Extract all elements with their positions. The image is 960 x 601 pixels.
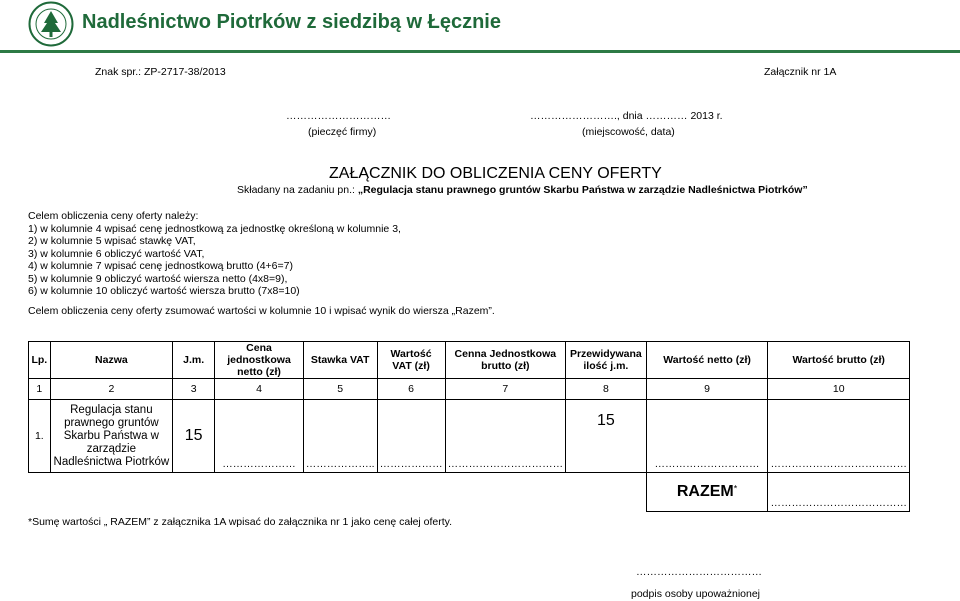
total-value-gross-field[interactable]: …………………………………	[768, 473, 910, 512]
signature-label: podpis osoby upoważnionej	[631, 588, 761, 600]
row-vat-rate-field[interactable]: ………………..	[303, 400, 377, 473]
column-number: 9	[646, 379, 768, 400]
column-number: 1	[29, 379, 51, 400]
table-header-row	[29, 342, 910, 379]
row-value-net-field[interactable]: …………………………	[646, 400, 768, 473]
total-footnote-mark: *	[733, 483, 738, 494]
header-cell: Cena jednostkowa netto (zł)	[215, 342, 303, 379]
row-unit: 15	[173, 400, 215, 473]
column-number: 6	[377, 379, 445, 400]
instruction-step: 3) w kolumnie 6 obliczyć wartość VAT,	[28, 247, 205, 260]
task-prefix: Składany na zadaniu pn.:	[237, 184, 358, 196]
instructions-intro: Celem obliczenia ceny oferty należy:	[28, 210, 199, 222]
place-date-label: (miejscowość, data)	[582, 126, 675, 138]
column-number: 10	[768, 379, 910, 400]
row-value-gross-field[interactable]: …………………………………	[768, 400, 910, 473]
instruction-step: 4) w kolumnie 7 wpisać cenę jednostkową brutto (4+6=7)	[28, 260, 293, 272]
header-cell: Cenna Jednostkowa brutto (zł)	[445, 342, 566, 379]
row-lp: 1.	[29, 400, 51, 473]
row-quantity: 15	[566, 400, 647, 473]
instruction-step: 1) w kolumnie 4 wpisać cenę jednostkową za jednostkę określoną w kolumnie 3,	[28, 222, 401, 235]
header-cell: Przewidywana ilość j.m.	[566, 342, 647, 379]
header-cell: J.m.	[173, 342, 215, 379]
case-number: Znak spr.: ZP-2717-38/2013	[95, 66, 226, 78]
column-number: 3	[173, 379, 215, 400]
header-cell: Wartość VAT (zł)	[377, 342, 445, 379]
total-label-cell	[646, 473, 768, 512]
task-line	[237, 184, 808, 196]
total-row	[29, 473, 910, 512]
forest-logo-icon	[28, 1, 74, 47]
summary-instruction: Celem obliczenia ceny oferty zsumować wartości w kolumnie 10 i wpisać wynik do wiersza „Razem”.	[28, 305, 495, 317]
row-price-net-field[interactable]: …………………	[215, 400, 303, 473]
price-table	[28, 341, 910, 512]
organization-name: Nadleśnictwo Piotrków z siedzibą w Łęcznie	[82, 11, 501, 33]
task-name: „Regulacja stanu prawnego gruntów Skarbu Państwa w zarządzie Nadleśnictwa Piotrków”	[357, 184, 808, 196]
header-cell: Wartość brutto (zł)	[768, 342, 910, 379]
place-date-dots: ……………………., dnia ………… 2013 r.	[530, 110, 723, 122]
header-cell: Wartość netto (zł)	[646, 342, 768, 379]
page-header	[0, 0, 960, 50]
column-number: 2	[50, 379, 172, 400]
header-cell: Stawka VAT	[303, 342, 377, 379]
header-cell: Nazwa	[50, 342, 172, 379]
footnote: *Sumę wartości „ RAZEM” z załącznika 1A wpisać do załącznika nr 1 jako cenę całej oferty.	[28, 516, 453, 528]
instructions	[28, 210, 401, 298]
total-label: RAZEM	[676, 483, 734, 500]
header-divider	[0, 50, 960, 53]
column-number: 7	[445, 379, 566, 400]
instruction-step: 5) w kolumnie 9 obliczyć wartość wiersza netto (4x8=9),	[28, 272, 288, 285]
table-row	[29, 400, 910, 473]
company-stamp-dots: …………………………	[286, 110, 391, 122]
row-vat-value-field[interactable]: ………………	[377, 400, 445, 473]
row-name: Regulacja stanu prawnego gruntów Skarbu Państwa w zarządzie Nadleśnictwa Piotrków	[50, 400, 172, 473]
attachment-label: Załącznik nr 1A	[764, 66, 837, 78]
row-price-gross-field[interactable]: ……………………………	[445, 400, 566, 473]
column-number-row	[29, 379, 910, 400]
instruction-step: 6) w kolumnie 10 obliczyć wartość wiersza brutto (7x8=10)	[28, 285, 300, 297]
signature-dots: ………………………………	[636, 566, 762, 578]
company-stamp-label: (pieczęć firmy)	[308, 126, 377, 138]
column-number: 5	[303, 379, 377, 400]
instruction-step: 2) w kolumnie 5 wpisać stawkę VAT,	[28, 235, 196, 247]
document-title: ZAŁĄCZNIK DO OBLICZENIA CENY OFERTY	[329, 165, 662, 182]
header-cell: Lp.	[29, 342, 51, 379]
column-number: 4	[215, 379, 303, 400]
column-number: 8	[566, 379, 647, 400]
